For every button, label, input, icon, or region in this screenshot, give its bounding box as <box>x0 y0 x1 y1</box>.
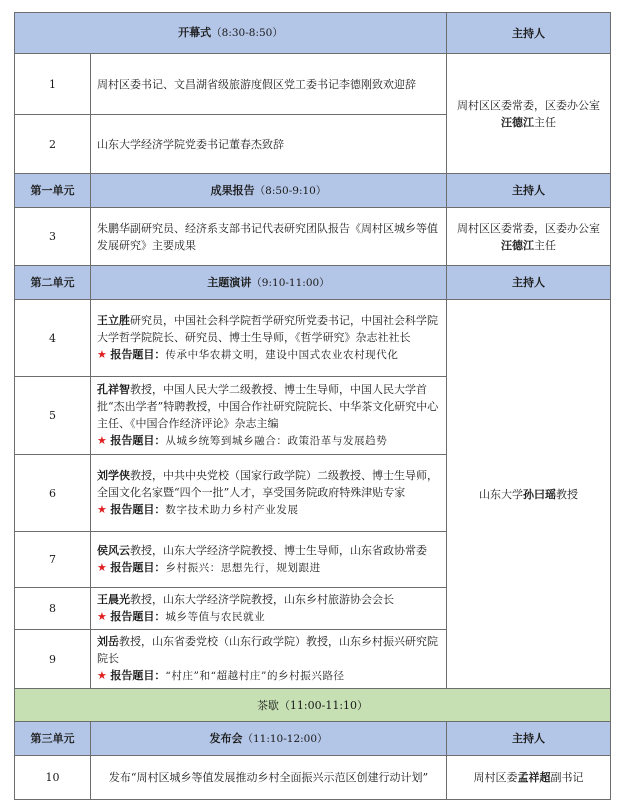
host-prefix: 周村区区委常委，区委办公室 <box>457 221 600 235</box>
report-title: 传承中华农耕文明，建设中国式农业农村现代化 <box>165 349 399 361</box>
unit1-host-header: 主持人 <box>447 174 611 208</box>
item-text: 朱鹏华副研究员、经济系支部书记代表研究团队报告《周村区城乡等值发展研究》主要成果 <box>91 208 447 266</box>
item-number: 3 <box>15 208 91 266</box>
unit1-title-cell <box>91 174 447 208</box>
report-label: 报告题目： <box>110 503 166 516</box>
unit1-title: 成果报告 <box>210 183 255 197</box>
speaker-name: 刘岳 <box>97 635 119 648</box>
host-suffix: 教授 <box>556 487 578 501</box>
unit1-header-row <box>15 174 611 208</box>
item-text: 山东大学经济学院党委书记董春杰致辞 <box>91 115 447 174</box>
table-row <box>15 300 611 377</box>
item-number: 6 <box>15 455 91 532</box>
star-icon: ★ <box>97 610 107 623</box>
tea-break-cell <box>15 689 611 722</box>
item-number: 5 <box>15 377 91 455</box>
table-row <box>15 756 611 800</box>
unit3-title-cell <box>91 722 447 756</box>
report-label: 报告题目： <box>110 348 166 361</box>
report-title: 数字技术助力乡村产业发展 <box>165 504 299 516</box>
opening-host-header: 主持人 <box>447 13 611 54</box>
agenda-table <box>14 12 611 800</box>
star-icon: ★ <box>97 348 107 361</box>
host-prefix: 周村区委 <box>473 771 518 784</box>
speaker-bio: 研究员，中国社会科学院哲学研究所党委书记，中国社会科学院大学哲学院院长、研究员、博士生导师，《哲学研究》杂志社社长 <box>97 314 438 344</box>
unit3-host-cell <box>447 756 611 800</box>
unit3-header-row <box>15 722 611 756</box>
star-icon: ★ <box>97 434 107 447</box>
host-suffix: 副书记 <box>550 771 584 784</box>
speaker-name: 刘学侠 <box>97 469 130 482</box>
host-suffix: 主任 <box>534 115 556 129</box>
host-name: 孙曰瑶 <box>523 487 556 501</box>
report-title: “村庄”和“超越村庄”的乡村振兴路径 <box>165 670 345 682</box>
tea-break-title: 茶歇 <box>256 698 279 712</box>
speaker-name: 侯风云 <box>97 544 130 557</box>
opening-time: （8:30-8:50） <box>211 27 283 39</box>
speaker-cell <box>91 455 447 532</box>
unit2-title: 主题演讲 <box>207 275 252 289</box>
unit3-host-header: 主持人 <box>447 722 611 756</box>
tea-break-row <box>15 689 611 722</box>
unit3-label: 第三单元 <box>15 722 91 756</box>
item-number: 2 <box>15 115 91 174</box>
unit2-label: 第二单元 <box>15 266 91 300</box>
report-title: 城乡等值与农民就业 <box>165 611 266 623</box>
star-icon: ★ <box>97 561 107 574</box>
host-suffix: 主任 <box>534 238 556 252</box>
host-prefix: 周村区区委常委，区委办公室 <box>457 98 600 112</box>
speaker-bio: 教授，山东省委党校（山东行政学院）教授，山东乡村振兴研究院院长 <box>97 635 438 665</box>
host-name: 孟祥超 <box>517 771 551 784</box>
unit2-header-row <box>15 266 611 300</box>
report-label: 报告题目： <box>110 434 166 447</box>
host-prefix: 山东大学 <box>479 487 523 501</box>
unit3-title: 发布会 <box>209 731 243 745</box>
opening-title: 开幕式 <box>178 26 212 39</box>
speaker-bio: 教授，中共中央党校（国家行政学院）二级教授、博士生导师，全国文化名家暨“四个一批”人才，享受国务院政府特殊津贴专家 <box>97 469 438 499</box>
unit2-host-header: 主持人 <box>447 266 611 300</box>
unit1-time: （8:50-9:10） <box>254 184 327 197</box>
report-label: 报告题目： <box>110 610 166 623</box>
item-number: 1 <box>15 54 91 115</box>
item-number: 4 <box>15 300 91 377</box>
unit3-time: （11:10-12:00） <box>242 732 328 745</box>
unit2-host-cell <box>447 300 611 689</box>
speaker-name: 孔祥智 <box>97 383 130 396</box>
unit2-time: （9:10-11:00） <box>251 276 330 289</box>
host-name: 汪德江 <box>501 115 534 129</box>
speaker-bio: 教授，山东大学经济学院教授、博士生导师，山东省政协常委 <box>130 544 427 557</box>
speaker-name: 王立胜 <box>97 314 130 327</box>
speaker-name: 王晨光 <box>97 593 130 606</box>
report-title: 乡村振兴：思想先行，规划跟进 <box>165 562 321 574</box>
report-label: 报告题目： <box>110 561 166 574</box>
report-label: 报告题目： <box>110 669 166 682</box>
speaker-cell <box>91 300 447 377</box>
report-title: 从城乡统筹到城乡融合：政策沿革与发展趋势 <box>165 435 388 447</box>
speaker-bio: 教授，山东大学经济学院教授，山东乡村旅游协会会长 <box>130 593 394 606</box>
opening-header-row <box>15 13 611 54</box>
star-icon: ★ <box>97 669 107 682</box>
speaker-cell <box>91 377 447 455</box>
item-number: 8 <box>15 588 91 630</box>
table-row <box>15 54 611 115</box>
star-icon: ★ <box>97 503 107 516</box>
speaker-cell <box>91 532 447 588</box>
unit1-label: 第一单元 <box>15 174 91 208</box>
speaker-cell <box>91 630 447 689</box>
opening-title-cell <box>15 13 447 54</box>
unit1-host-cell <box>447 208 611 266</box>
item-number: 9 <box>15 630 91 689</box>
speaker-bio: 教授，中国人民大学二级教授、博士生导师，中国人民大学首批“杰出学者”特聘教授，中国合作社研究院院长、中华茶文化研究中心主任、《中国合作经济评论》杂志主编 <box>97 383 439 430</box>
host-name: 汪德江 <box>501 238 534 252</box>
item-text: 周村区委书记、文昌湖省级旅游度假区党工委书记李德刚致欢迎辞 <box>91 54 447 115</box>
item-text: 发布“周村区城乡等值发展推动乡村全面振兴示范区创建行动计划” <box>91 756 447 800</box>
tea-break-time: （11:00-11:10） <box>278 698 369 712</box>
speaker-cell <box>91 588 447 630</box>
opening-host-cell <box>447 54 611 174</box>
item-number: 10 <box>15 756 91 800</box>
unit2-title-cell <box>91 266 447 300</box>
table-row <box>15 208 611 266</box>
item-number: 7 <box>15 532 91 588</box>
